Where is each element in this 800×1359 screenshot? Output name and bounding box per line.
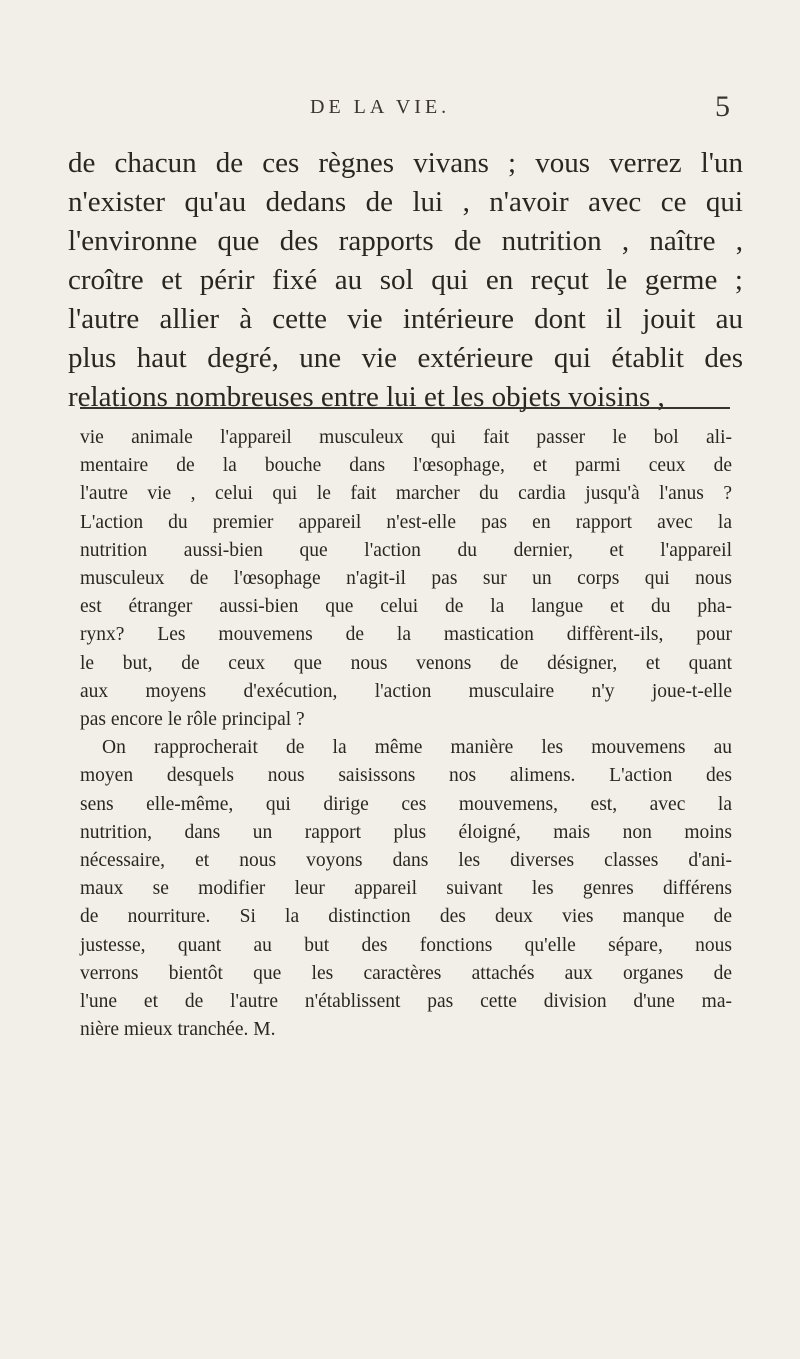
- main-text-line: n'exister qu'au dedans de lui , n'avoir avec ce qui: [68, 186, 743, 218]
- footnote-line: L'action du premier appareil n'est-elle pas en rapport avec la: [80, 511, 732, 533]
- main-text-line: l'environne que des rapports de nutrition , naître ,: [68, 225, 743, 257]
- page-number: 5: [715, 90, 730, 123]
- footnote-line: justesse, quant au but des fonctions qu'elle sépare, nous: [80, 934, 732, 956]
- footnote-line: nécessaire, et nous voyons dans les diverses classes d'ani-: [80, 850, 732, 872]
- footnote-line: pas encore le rôle principal ?: [80, 709, 305, 731]
- footnote-line: aux moyens d'exécution, l'action musculaire n'y joue-t-elle: [80, 680, 732, 702]
- main-text-line: plus haut degré, une vie extérieure qui établit des: [68, 342, 743, 374]
- footnote-line: nière mieux tranchée. M.: [80, 1019, 276, 1041]
- page-header: [60, 92, 730, 132]
- main-text: [68, 144, 743, 417]
- footnote-line: musculeux de l'œsophage n'agit-il pas sur un corps qui nous: [80, 568, 732, 590]
- footnote: [80, 424, 732, 1044]
- footnote-line: de nourriture. Si la distinction des deux vies manque de: [80, 906, 732, 928]
- footnote-line: l'une et de l'autre n'établissent pas cette division d'une ma-: [80, 991, 732, 1013]
- main-text-line: de chacun de ces règnes vivans ; vous verrez l'un: [68, 147, 743, 179]
- footnote-line: nutrition, dans un rapport plus éloigné, mais non moins: [80, 821, 732, 843]
- footnote-line: nutrition aussi-bien que l'action du dernier, et l'appareil: [80, 539, 732, 561]
- footnote-line: mentaire de la bouche dans l'œsophage, et parmi ceux de: [80, 455, 732, 477]
- footnote-line: le but, de ceux que nous venons de désigner, et quant: [80, 652, 732, 674]
- running-title: DE LA VIE.: [310, 96, 451, 118]
- footnote-line: On rapprocherait de la même manière les mouvemens au: [102, 737, 732, 759]
- footnote-line: vie animale l'appareil musculeux qui fait passer le bol ali-: [80, 427, 732, 448]
- main-text-line: l'autre allier à cette vie intérieure dont il jouit au: [68, 303, 743, 335]
- main-text-line: relations nombreuses entre lui et les objets voisins ,: [68, 381, 665, 413]
- footnote-line: est étranger aussi-bien que celui de la langue et du pha-: [80, 596, 732, 618]
- footnote-line: verrons bientôt que les caractères attachés aux organes de: [80, 962, 732, 984]
- footnote-line: rynx? Les mouvemens de la mastication diffèrent-ils, pour: [80, 624, 732, 646]
- footnote-line: l'autre vie , celui qui le fait marcher du cardia jusqu'à l'anus ?: [80, 483, 732, 505]
- main-text-line: croître et périr fixé au sol qui en reçut le germe ;: [68, 264, 743, 296]
- footnote-line: moyen desquels nous saisissons nos alimens. L'action des: [80, 765, 732, 787]
- footnote-line: maux se modifier leur appareil suivant les genres différens: [80, 878, 732, 900]
- footnote-divider: [80, 407, 730, 409]
- footnote-line: sens elle-même, qui dirige ces mouvemens, est, avec la: [80, 793, 732, 815]
